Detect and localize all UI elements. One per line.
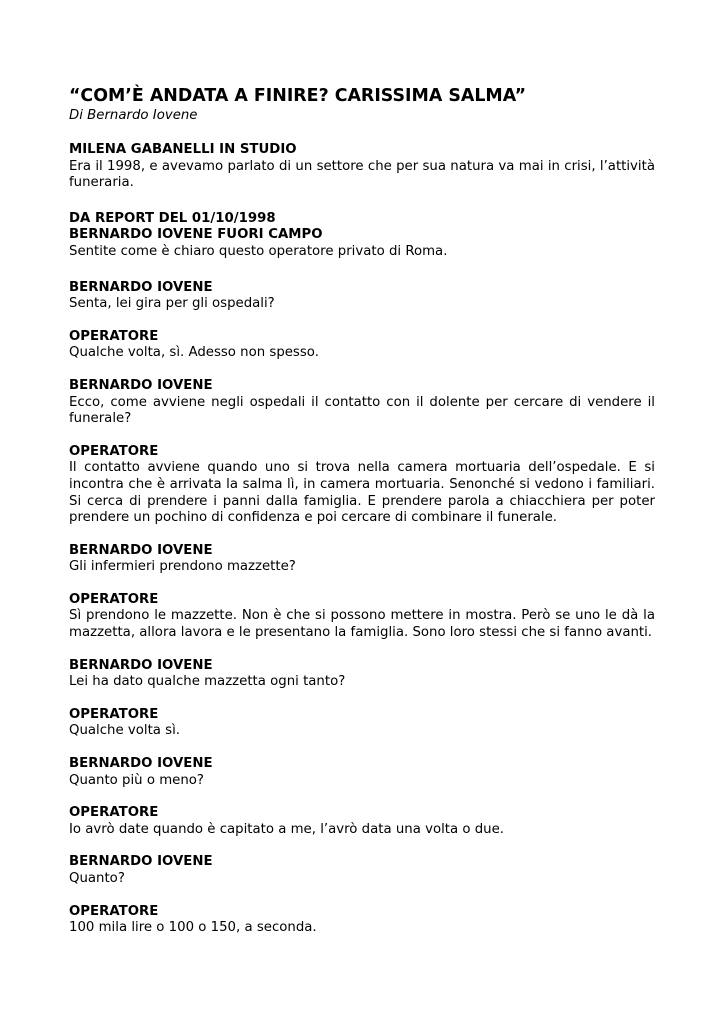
speaker-label: DA REPORT DEL 01/10/1998	[69, 210, 276, 226]
transcript-block	[69, 805, 655, 838]
speech-text: Il contatto avviene quando uno si trova nella camera mortuaria dell’ospedale. E si incontra che è arrivata la salma lì, in camera mortuaria. Senonché si vedono i familiari. Si cerca di prendere i panni dalla famiglia. E prendere parola a chiacchiera per poter prendere un pochino di confidenza e poi cercare di combinare il funerale.	[69, 460, 655, 526]
transcript-block	[69, 854, 655, 887]
speaker-label: BERNARDO IOVENE FUORI CAMPO	[69, 227, 323, 243]
speech-text: 100 mila lire o 100 o 150, a seconda.	[69, 920, 317, 936]
speaker-label: BERNARDO IOVENE	[69, 377, 213, 393]
speaker-label: OPERATORE	[69, 903, 159, 919]
speaker-label: BERNARDO IOVENE	[69, 756, 213, 772]
speech-text: Senta, lei gira per gli ospedali?	[69, 296, 275, 312]
speaker-label: BERNARDO IOVENE	[69, 279, 213, 295]
speech-text: Sentite come è chiaro questo operatore privato di Roma.	[69, 243, 448, 259]
transcript-block	[69, 211, 655, 261]
speech-text: Quanto?	[69, 871, 125, 886]
transcript-block	[69, 142, 655, 192]
transcript-block	[69, 756, 655, 789]
speech-text: Io avrò date quando è capitato a me, l’avrò data una volta o due.	[69, 821, 504, 837]
transcript-block	[69, 904, 655, 937]
speaker-label: OPERATORE	[69, 706, 159, 722]
transcript-block	[69, 543, 655, 576]
transcript-block	[69, 329, 655, 362]
speaker-label: OPERATORE	[69, 443, 159, 459]
speech-text: Gli infermieri prendono mazzette?	[69, 559, 296, 575]
document-title: “COM’È ANDATA A FINIRE? CARISSIMA SALMA”	[69, 86, 527, 106]
speech-text: Ecco, come avviene negli ospedali il contatto con il dolente per cercare di vendere il funerale?	[69, 394, 655, 427]
transcript-block	[69, 280, 655, 313]
speech-text: Qualche volta, sì. Adesso non spesso.	[69, 345, 319, 361]
speaker-label: OPERATORE	[69, 805, 159, 821]
document-page	[69, 85, 655, 937]
transcript	[69, 142, 655, 937]
speaker-label: BERNARDO IOVENE	[69, 542, 213, 558]
speaker-label: OPERATORE	[69, 591, 159, 607]
speaker-label: BERNARDO IOVENE	[69, 854, 213, 870]
transcript-block	[69, 707, 655, 740]
transcript-block	[69, 378, 655, 428]
speech-text: Qualche volta sì.	[69, 723, 181, 739]
speaker-label: MILENA GABANELLI IN STUDIO	[69, 142, 297, 157]
speech-text: Era il 1998, e avevamo parlato di un settore che per sua natura va mai in crisi, l’attività funeraria.	[69, 158, 655, 191]
transcript-block	[69, 658, 655, 691]
transcript-block	[69, 592, 655, 642]
speech-text: Lei ha dato qualche mazzetta ogni tanto?	[69, 674, 346, 690]
speech-text: Sì prendono le mazzette. Non è che si possono mettere in mostra. Però se uno le dà la mazzetta, allora lavora e le presentano la famiglia. Sono loro stessi che si fanno avanti.	[69, 608, 655, 641]
speaker-label: BERNARDO IOVENE	[69, 657, 213, 673]
speaker-label: OPERATORE	[69, 328, 159, 344]
document-author: Di Bernardo Iovene	[69, 108, 198, 123]
speech-text: Quanto più o meno?	[69, 772, 204, 788]
transcript-block	[69, 444, 655, 527]
